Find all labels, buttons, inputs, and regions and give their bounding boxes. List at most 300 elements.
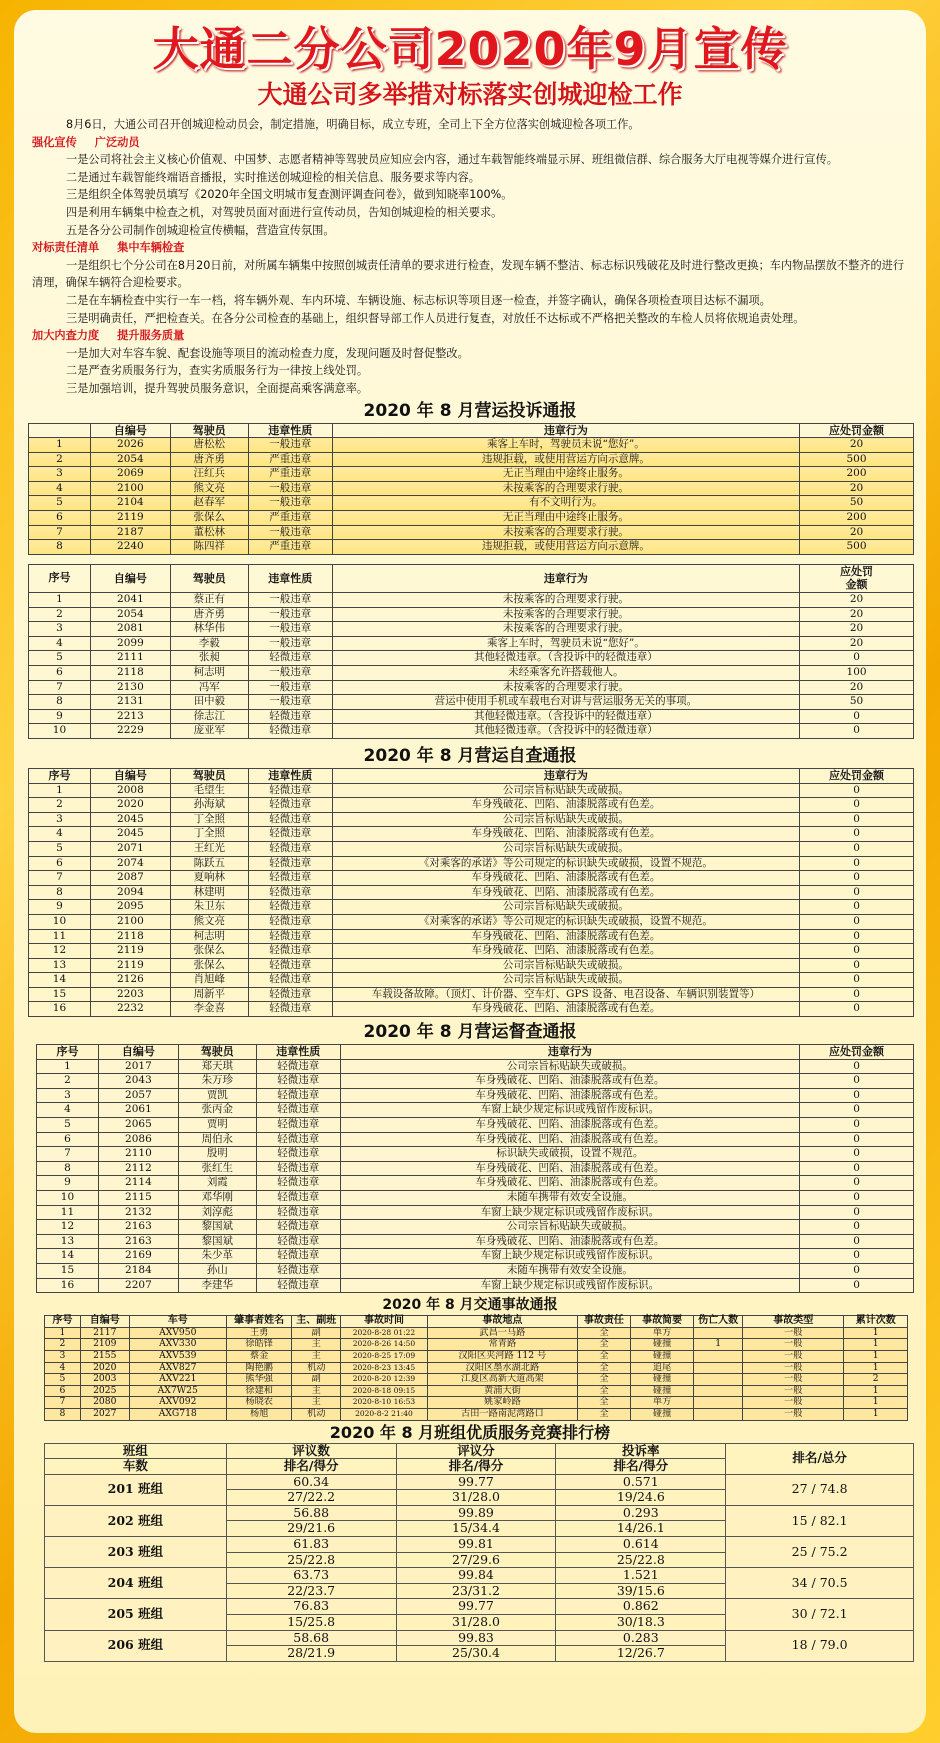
table-cell: 其他轻微违章。（含投诉中的轻微违章）	[332, 651, 799, 666]
table-cell: 27/29.6	[396, 1552, 556, 1568]
table-row	[29, 666, 914, 681]
table-row	[45, 1505, 914, 1521]
table-cell: 2071	[90, 841, 170, 856]
table-cell: 周伯永	[178, 1132, 256, 1147]
table-cell: 12	[37, 1220, 99, 1235]
table-cell: 一般	[742, 1385, 844, 1397]
table-cell: 1	[37, 1059, 99, 1074]
group-cell: 201 班组	[45, 1474, 227, 1505]
table-cell: 刘淳彪	[178, 1205, 256, 1220]
table-cell: 2	[29, 798, 91, 813]
table-cell: 无正当理由中途终止服务。	[332, 511, 799, 526]
table-cell: 6	[29, 511, 91, 526]
table-cell: 车身残破花、凹陷、油漆脱落或有色差。	[340, 1161, 799, 1176]
table-cell: 车身残破花、凹陷、油漆脱落或有色差。	[340, 1234, 799, 1249]
table-cell: 贾凯	[178, 1088, 256, 1103]
table-cell: 车身残破花、凹陷、油漆脱落或有色差。	[340, 1088, 799, 1103]
table-cell: 轻微违章	[256, 1161, 340, 1176]
table-cell: 轻微违章	[256, 1147, 340, 1162]
table-cell: 0	[800, 1176, 914, 1191]
table-cell: 2020-8-23 13:45	[341, 1362, 428, 1374]
table-cell: 2086	[98, 1132, 178, 1147]
table-cell: 《对乘客的承诺》等公司规定的标识缺失或破损，设置不规范。	[332, 856, 799, 871]
table-cell: 8	[29, 885, 91, 900]
table-cell: 单方	[630, 1397, 693, 1409]
table-cell: 公司宗旨标贴缺失或破损。	[340, 1220, 799, 1235]
col-header: 事故责任	[577, 1316, 630, 1328]
table-cell: 50	[800, 496, 914, 511]
table-cell: 庞亚军	[170, 724, 248, 739]
table-cell: 200	[800, 511, 914, 526]
table-cell: 2054	[90, 607, 170, 622]
table-cell: 轻微违章	[248, 783, 332, 798]
table-cell: 2020-8-10 16:53	[341, 1397, 428, 1409]
ranking-table-title: 2020 年 8 月班组优质服务竞赛排行榜	[329, 1422, 611, 1442]
table-cell: 机动	[292, 1408, 341, 1420]
table-cell: 全	[577, 1408, 630, 1420]
table-cell: 0	[800, 1205, 914, 1220]
section-heading-a: 加大内查力度	[32, 329, 100, 343]
table-cell: 50	[800, 695, 914, 710]
table-cell: 12	[29, 944, 91, 959]
group-cell: 204 班组	[45, 1568, 227, 1599]
table-cell: 7	[29, 525, 91, 540]
table-cell	[694, 1385, 743, 1397]
table-cell: 5	[29, 841, 91, 856]
table-cell	[694, 1350, 743, 1362]
table-cell: 2020	[80, 1362, 129, 1374]
table-row	[29, 607, 914, 622]
table-cell: 林华伟	[170, 622, 248, 637]
table-row	[29, 438, 914, 453]
table-cell: 0	[800, 944, 914, 959]
table-cell: 车身残破花、凹陷、油漆脱落或有色差。	[340, 1176, 799, 1191]
table-cell: 8	[37, 1161, 99, 1176]
table-cell: 2100	[90, 481, 170, 496]
paragraph: 三是组织全体驾驶员填写《2020年全国文明城市复查测评调查问卷》，做到知晓率100%。	[66, 188, 513, 202]
table-cell: 2213	[90, 709, 170, 724]
table-cell: 6	[29, 856, 91, 871]
table-cell: 其他轻微违章。（含投诉中的轻微违章）	[332, 709, 799, 724]
table-cell: 2057	[98, 1088, 178, 1103]
paragraph: 一是加大对车容车貌、配套设施等项目的流动检查力度，发现问题及时督促整改。	[66, 346, 469, 360]
group-cell: 202 班组	[45, 1505, 227, 1536]
table-row	[45, 1374, 908, 1386]
table-cell: 0.293	[556, 1505, 726, 1521]
table-cell: 标识缺失或破损，设置不规范。	[340, 1147, 799, 1162]
table-cell: 11	[37, 1205, 99, 1220]
table-cell: 20	[800, 636, 914, 651]
table-cell: 朱万珍	[178, 1074, 256, 1089]
table-cell: 0	[800, 709, 914, 724]
table-cell: 乘客上车时，驾驶员未说“您好”。	[332, 636, 799, 651]
table-cell: 12/26.7	[556, 1646, 726, 1662]
table-cell: 25/22.8	[556, 1552, 726, 1568]
table-cell: 14	[37, 1249, 99, 1264]
table-cell: 轻微违章	[256, 1205, 340, 1220]
table-cell: 1	[45, 1327, 81, 1339]
col-header: 事故类型	[742, 1316, 844, 1328]
table-cell: 2132	[98, 1205, 178, 1220]
col-header: 序号	[45, 1316, 81, 1328]
table-row	[29, 841, 914, 856]
section-heading	[32, 134, 910, 152]
col-header: 排名/得分	[396, 1459, 556, 1475]
table-cell: 唐松松	[170, 438, 248, 453]
table-row	[29, 695, 914, 710]
total-cell: 30 / 72.1	[726, 1599, 914, 1630]
table-cell: 5	[37, 1118, 99, 1133]
table-cell: 2118	[90, 929, 170, 944]
table-cell: 武昌一马路	[427, 1327, 577, 1339]
table-cell: 轻微违章	[248, 987, 332, 1002]
table-cell: 全	[577, 1339, 630, 1351]
table-cell: 28/21.9	[226, 1646, 396, 1662]
table-cell: 丁全照	[170, 827, 248, 842]
table-cell: 0	[800, 798, 914, 813]
table-row	[29, 871, 914, 886]
table-cell: 公司宗旨标贴缺失或破损。	[332, 973, 799, 988]
table-cell: 营运中使用手机或车载电台对讲与营运服务无关的事项。	[332, 695, 799, 710]
table-cell: 车身残破花、凹陷、油漆脱落或有色差。	[340, 1074, 799, 1089]
page-title: 大通二分公司2020年9月宣传	[152, 22, 788, 76]
col-header: 评议数	[226, 1443, 396, 1459]
table-cell: 熊文亮	[170, 914, 248, 929]
table-header-row	[29, 423, 914, 438]
table-cell: 3	[45, 1350, 81, 1362]
table-cell: 公司宗旨标贴缺失或破损。	[332, 841, 799, 856]
table-row	[29, 636, 914, 651]
table-row	[29, 651, 914, 666]
table-cell: 13	[29, 958, 91, 973]
table-cell: 一般违章	[248, 525, 332, 540]
table-cell: 严重违章	[248, 452, 332, 467]
table-header-row	[45, 1316, 908, 1328]
table-cell: 冯军	[170, 680, 248, 695]
col-header: 累计次数	[844, 1316, 908, 1328]
complaint2-tbody	[29, 593, 914, 739]
table-cell: 机动	[292, 1362, 341, 1374]
col-header: 自编号	[80, 1316, 129, 1328]
table-cell: 一般	[742, 1362, 844, 1374]
table-cell: 夏响林	[170, 871, 248, 886]
table-cell: 2081	[90, 622, 170, 637]
table-cell: 副	[292, 1327, 341, 1339]
table-cell: 朱卫东	[170, 900, 248, 915]
table-cell: 杨旭	[226, 1408, 292, 1420]
table-cell: 黄浦大街	[427, 1385, 577, 1397]
total-cell: 27 / 74.8	[726, 1474, 914, 1505]
table-row	[29, 540, 914, 555]
table-cell: 车身残破花、凹陷、油漆脱落或有色差。	[332, 944, 799, 959]
col-header: 违章性质	[256, 1045, 340, 1060]
table-cell: 徐皓锋	[226, 1339, 292, 1351]
table-cell: 轻微违章	[248, 914, 332, 929]
table-row	[45, 1339, 908, 1351]
total-cell: 34 / 70.5	[726, 1568, 914, 1599]
table-cell: 违规拒载，或使用营运方向示意牌。	[332, 540, 799, 555]
table-cell: 张昶	[170, 651, 248, 666]
table-cell: 一般违章	[248, 695, 332, 710]
table-cell: 郑天琪	[178, 1059, 256, 1074]
table-cell: 2110	[98, 1147, 178, 1162]
table-cell: 14/26.1	[556, 1521, 726, 1537]
paragraph: 二是通过车载智能终端语音播报，实时推送创城迎检的相关信息、服务要求等内容。	[66, 170, 480, 184]
table-cell: 15/34.4	[396, 1521, 556, 1537]
table-cell: 2041	[90, 593, 170, 608]
table-cell: 李毅	[170, 636, 248, 651]
table-cell: 其他轻微违章。（含投诉中的轻微违章）	[332, 724, 799, 739]
table-row	[37, 1161, 914, 1176]
table-cell: 孙海斌	[170, 798, 248, 813]
table-row	[29, 496, 914, 511]
table-cell: AXV950	[129, 1327, 226, 1339]
table-cell: 柯志明	[170, 666, 248, 681]
table-cell: 20	[800, 607, 914, 622]
table-cell: AXV092	[129, 1397, 226, 1409]
table-cell: AXV827	[129, 1362, 226, 1374]
table-row	[29, 481, 914, 496]
table-row	[45, 1599, 914, 1615]
col-header: 事故简要	[630, 1316, 693, 1328]
table-cell: 31/28.0	[396, 1615, 556, 1631]
table-cell: 轻微违章	[248, 709, 332, 724]
table-cell: 全	[577, 1327, 630, 1339]
table-cell: 2061	[98, 1103, 178, 1118]
table-cell: 2111	[90, 651, 170, 666]
table-cell: 56.88	[226, 1505, 396, 1521]
table-cell: 0.862	[556, 1599, 726, 1615]
table-cell: 20	[800, 593, 914, 608]
table-row	[29, 452, 914, 467]
accident-table	[44, 1315, 908, 1420]
paragraph: 三是加强培训，提升驾驶员服务意识，全面提高乘客满意率。	[66, 381, 369, 395]
total-cell: 25 / 75.2	[726, 1537, 914, 1568]
table-cell: 2020-8-2 21:40	[341, 1408, 428, 1420]
table-cell: 2117	[80, 1327, 129, 1339]
table-row	[29, 973, 914, 988]
table-cell: 22/23.7	[226, 1583, 396, 1599]
table-row	[45, 1397, 908, 1409]
table-cell: 1	[694, 1339, 743, 1351]
table-cell	[694, 1374, 743, 1386]
table-row	[45, 1385, 908, 1397]
table-cell: 2119	[90, 511, 170, 526]
table-cell: 20	[800, 525, 914, 540]
col-header: 驾驶员	[170, 768, 248, 783]
table-row	[29, 987, 914, 1002]
table-cell: 全	[577, 1362, 630, 1374]
table-header-row	[29, 564, 914, 592]
table-cell: 0	[800, 973, 914, 988]
col-header: 违章性质	[248, 564, 332, 592]
table-cell: 蔡金	[226, 1350, 292, 1362]
table-cell: 2184	[98, 1263, 178, 1278]
table-cell: 轻微违章	[256, 1176, 340, 1191]
col-header: 违章性质	[248, 423, 332, 438]
table-cell: 田中毅	[170, 695, 248, 710]
table-cell: 张保么	[170, 958, 248, 973]
table-cell: 追尾	[630, 1362, 693, 1374]
table-cell: 一般	[742, 1327, 844, 1339]
table-cell: 一般违章	[248, 438, 332, 453]
table-cell: 500	[800, 540, 914, 555]
table-cell: 0.571	[556, 1474, 726, 1490]
table-cell: 违规拒载，或使用营运方向示意牌。	[332, 452, 799, 467]
table-cell: 公司宗旨标贴缺失或破损。	[332, 812, 799, 827]
table-cell: 碰撞	[630, 1385, 693, 1397]
table-row	[29, 622, 914, 637]
table-cell: 0	[800, 1132, 914, 1147]
section-heading-b: 广泛动员	[94, 135, 140, 149]
table-cell: 2045	[90, 812, 170, 827]
table-cell: 0	[800, 914, 914, 929]
table-cell: 10	[29, 914, 91, 929]
ranking-tbody	[45, 1474, 914, 1661]
table-header-row	[37, 1045, 914, 1060]
table-cell: 全	[577, 1397, 630, 1409]
table-row	[37, 1103, 914, 1118]
table-cell: 黎国斌	[178, 1220, 256, 1235]
section-heading-b: 集中车辆检查	[117, 241, 185, 255]
table-cell: 熊华强	[226, 1374, 292, 1386]
table-cell: 未按乘客的合理要求行驶。	[332, 622, 799, 637]
table-cell: 61.83	[226, 1537, 396, 1553]
table-cell: 1	[844, 1339, 908, 1351]
col-header: 序号	[29, 564, 91, 592]
table-row	[37, 1191, 914, 1206]
accident-tbody	[45, 1327, 908, 1420]
table-cell: 一般违章	[248, 636, 332, 651]
table-cell: 蔡正有	[170, 593, 248, 608]
table-cell: 一般	[742, 1339, 844, 1351]
table-cell: 2017	[98, 1059, 178, 1074]
table-cell: 31/28.0	[396, 1490, 556, 1506]
section-heading-b: 提升服务质量	[117, 329, 185, 343]
table-cell: 20	[800, 680, 914, 695]
table-cell: 8	[29, 540, 91, 555]
table-cell: 未经乘客允许搭载他人。	[332, 666, 799, 681]
col-header-line: 金额	[845, 578, 868, 592]
table-cell: 车身残破花、凹陷、油漆脱落或有色差。	[340, 1132, 799, 1147]
col-header: 应处罚金额	[800, 1045, 914, 1060]
table-cell: 1.521	[556, 1568, 726, 1584]
table-cell: 2240	[90, 540, 170, 555]
table-cell: 公司宗旨标贴缺失或破损。	[332, 958, 799, 973]
col-header: 自编号	[90, 564, 170, 592]
supervision-table	[36, 1044, 914, 1293]
table-cell: 15	[29, 987, 91, 1002]
table-cell: 39/15.6	[556, 1583, 726, 1599]
table-cell: 2126	[90, 973, 170, 988]
table-cell: 2080	[80, 1397, 129, 1409]
table-cell: 13	[37, 1234, 99, 1249]
table-cell: 轻微违章	[248, 841, 332, 856]
table-cell: 毛望生	[170, 783, 248, 798]
table-cell: 6	[37, 1132, 99, 1147]
table-cell: 1	[844, 1408, 908, 1420]
table-cell: 6	[29, 666, 91, 681]
table-cell: 陶艳鹏	[226, 1362, 292, 1374]
table-cell: 轻微违章	[248, 900, 332, 915]
table-cell: 15	[37, 1263, 99, 1278]
table-cell: 张红生	[178, 1161, 256, 1176]
article-subtitle: 大通公司多举措对标落实创城迎检工作	[257, 80, 683, 109]
table-cell: 一般	[742, 1350, 844, 1362]
table-row	[29, 467, 914, 482]
table-row	[37, 1118, 914, 1133]
table-cell: 车窗上缺少规定标识或残留作废标识。	[340, 1278, 799, 1293]
section-heading	[32, 239, 910, 257]
table-cell: 轻微违章	[256, 1220, 340, 1235]
table-cell: 1	[29, 593, 91, 608]
col-header-line: 应处罚	[840, 564, 874, 578]
table-cell: 2020-8-25 17:09	[341, 1350, 428, 1362]
selfcheck-table-title: 2020 年 8 月营运自查通报	[363, 745, 577, 766]
table-cell: 0	[800, 1088, 914, 1103]
table-cell: 轻微违章	[256, 1088, 340, 1103]
table-cell: 一般违章	[248, 481, 332, 496]
table-cell: 殷明	[178, 1147, 256, 1162]
table-cell: 2020-8-18 09:15	[341, 1385, 428, 1397]
table-cell: 全	[577, 1350, 630, 1362]
paragraph: 一是公司将社会主义核心价值观、中国梦、志愿者精神等驾驶员应知应会内容，通过车载智能终端显示屏、班组微信群、综合服务大厅电视等媒介进行宣传。	[66, 153, 838, 167]
table-cell: 0	[800, 1220, 914, 1235]
table-cell: 0	[800, 929, 914, 944]
table-cell: 3	[29, 467, 91, 482]
table-cell: 李金喜	[170, 1002, 248, 1017]
table-cell: 车身残破花、凹陷、油漆脱落或有色差。	[332, 1002, 799, 1017]
table-cell: 汉阳区墨水湖北路	[427, 1362, 577, 1374]
col-header: 驾驶员	[170, 564, 248, 592]
table-cell: 2169	[98, 1249, 178, 1264]
table-cell: 0.283	[556, 1630, 726, 1646]
table-cell: 古田一路南泥湾路口	[427, 1408, 577, 1420]
table-cell: 一般违章	[248, 680, 332, 695]
table-cell: AXV539	[129, 1350, 226, 1362]
table-cell: 轻微违章	[256, 1191, 340, 1206]
table-cell: 2118	[90, 666, 170, 681]
table-cell: 23/31.2	[396, 1583, 556, 1599]
table-cell: 徐志江	[170, 709, 248, 724]
table-cell: 2054	[90, 452, 170, 467]
col-header: 评议分	[396, 1443, 556, 1459]
table-row	[29, 783, 914, 798]
table-cell: 6	[45, 1385, 81, 1397]
col-header	[29, 423, 91, 438]
table-row	[29, 511, 914, 526]
col-header: 伤亡人数	[694, 1316, 743, 1328]
table-row	[45, 1408, 908, 1420]
supervision-table-title: 2020 年 8 月营运督查通报	[363, 1022, 577, 1043]
table-cell: 0	[800, 1059, 914, 1074]
table-cell	[694, 1397, 743, 1409]
table-cell: 8	[45, 1408, 81, 1420]
table-cell: 张保么	[170, 944, 248, 959]
table-row	[37, 1132, 914, 1147]
table-cell: 27/22.2	[226, 1490, 396, 1506]
table-cell: 3	[29, 812, 91, 827]
table-cell: 林建明	[170, 885, 248, 900]
col-header	[800, 564, 914, 592]
table-cell: 一般违章	[248, 496, 332, 511]
table-cell: 赵春军	[170, 496, 248, 511]
table-cell: 0	[800, 1074, 914, 1089]
table-cell: 1	[844, 1362, 908, 1374]
table-cell: 2025	[80, 1385, 129, 1397]
table-cell: 60.34	[226, 1474, 396, 1490]
table-row	[37, 1147, 914, 1162]
